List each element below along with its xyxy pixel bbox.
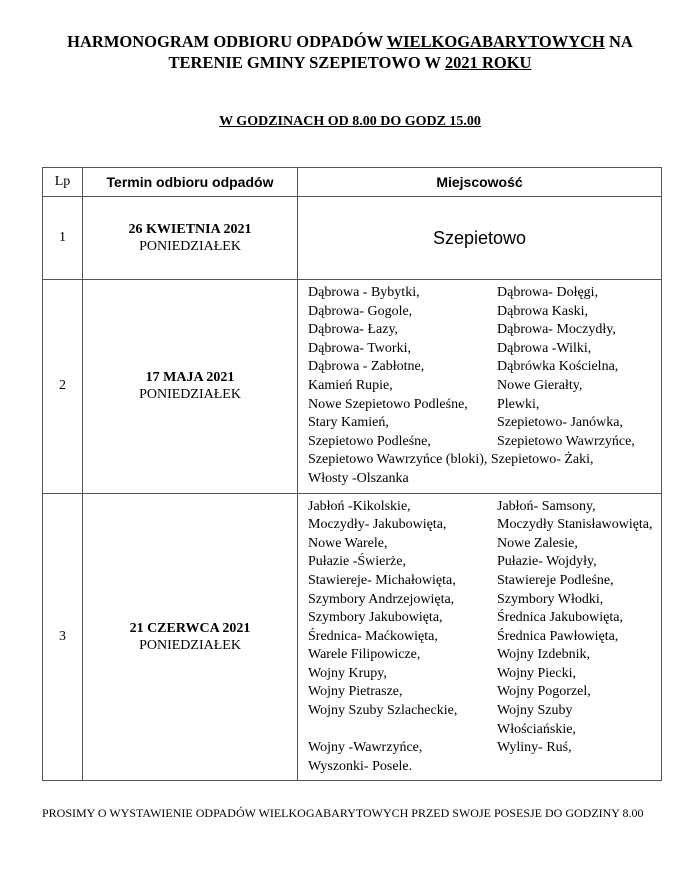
pickup-date: 17 MAJA 2021 xyxy=(145,370,235,386)
place-name: Nowe Gierałty, xyxy=(497,377,583,393)
title-line-1: HARMONOGRAM ODBIORU ODPADÓW WIELKOGABARYTOWYCH NA xyxy=(67,32,633,51)
header-date: Termin odbioru odpadów xyxy=(83,168,298,197)
footer-note: PROSIMY O WYSTAWIENIE ODPADÓW WIELKOGABARYTOWYCH PRZED SWOJE POSESJE DO GODZINY 8.00 xyxy=(42,806,644,820)
place-name: Jabłoń- Samsony, xyxy=(497,498,596,514)
place-name: Moczydły Stanisławowięta, xyxy=(497,517,653,533)
place-name: Średnica- Maćkowięta, xyxy=(308,628,438,644)
place-name: Nowe Szepietowo Podleśne, xyxy=(308,396,468,412)
header-lp: Lp xyxy=(43,168,83,197)
pickup-weekday: PONIEDZIAŁEK xyxy=(139,239,241,254)
place-name: Pułazie -Świerże, xyxy=(308,554,406,570)
place-name: Wojny Krupy, xyxy=(308,665,387,681)
place-name: Wojny -Wawrzyńce, xyxy=(308,740,423,756)
place-name: Dąbrowa- Gogole, xyxy=(308,303,413,319)
place-name: Wyszonki- Posele. xyxy=(308,758,413,774)
place-name: Dąbrowa- Tworki, xyxy=(308,340,411,356)
pickup-weekday: PONIEDZIAŁEK xyxy=(139,387,241,403)
place-name: Szepietowo Wawrzyńce, xyxy=(497,433,635,449)
pickup-weekday: PONIEDZIAŁEK xyxy=(139,637,241,653)
pickup-date: 21 CZERWCA 2021 xyxy=(129,620,251,636)
places-cell xyxy=(298,280,662,494)
place-name: Szepietowo Wawrzyńce (bloki), Szepietowo- Żaki, xyxy=(308,452,594,468)
places-list xyxy=(298,494,661,781)
place-name: Kamień Rupie, xyxy=(308,377,393,393)
document-title xyxy=(0,31,700,73)
hours-subtitle: W GODZINACH OD 8.00 DO GODZ 15.00 xyxy=(219,114,481,129)
place-name: Średnica Jakubowięta, xyxy=(497,610,623,626)
place-name: Stawiereje Podleśne, xyxy=(497,572,614,588)
row-number: 2 xyxy=(43,280,83,494)
place-name: Wyliny- Ruś, xyxy=(497,740,572,756)
table-row xyxy=(43,493,662,781)
pickup-date-cell xyxy=(83,197,298,280)
place-name: Stary Kamień, xyxy=(308,415,389,431)
place-name: Wojny Pogorzel, xyxy=(497,684,591,700)
place-name: Warele Filipowicze, xyxy=(308,647,421,663)
place-name: Dąbrowa Kaski, xyxy=(497,303,588,319)
place-name: Wojny Szuby Włościańskie, xyxy=(497,703,576,737)
table-header-row xyxy=(43,168,662,197)
place-name: Wojny Izdebnik, xyxy=(497,647,590,663)
place-name: Wojny Piecki, xyxy=(497,665,576,681)
place-name: Pułazie- Wojdyły, xyxy=(497,554,597,570)
pickup-date-cell xyxy=(83,493,298,781)
place-name: Nowe Zalesie, xyxy=(497,535,578,551)
place-name: Plewki, xyxy=(497,396,540,412)
place-name: Szymbory Jakubowięta, xyxy=(308,610,443,626)
place-name: Dąbrowa -Wilki, xyxy=(497,340,592,356)
row-number: 3 xyxy=(43,493,83,781)
places-list xyxy=(298,280,661,493)
place-name: Jabłoń -Kikolskie, xyxy=(308,498,411,514)
place-name: Wojny Pietrasze, xyxy=(308,684,403,700)
place-name: Szymbory Włodki, xyxy=(497,591,604,607)
place-name: Wojny Szuby Szlacheckie, xyxy=(308,703,458,719)
title-line-2: TERENIE GMINY SZEPIETOWO W 2021 ROKU xyxy=(168,53,532,72)
row-number: 1 xyxy=(43,197,83,280)
schedule-table xyxy=(42,167,662,781)
pickup-date: 26 KWIETNIA 2021 xyxy=(128,222,252,237)
place-name: Nowe Warele, xyxy=(308,535,388,551)
place-name: Włosty -Olszanka xyxy=(308,470,409,486)
place-name: Dąbrówka Kościelna, xyxy=(497,359,619,375)
place-name: Szepietowo xyxy=(298,197,662,280)
place-name: Szymbory Andrzejowięta, xyxy=(308,591,455,607)
place-name: Szepietowo- Janówka, xyxy=(497,415,623,431)
place-name: Dąbrowa- Moczydły, xyxy=(497,322,616,338)
place-name: Dąbrowa- Dołęgi, xyxy=(497,285,599,300)
header-place: Miejscowość xyxy=(298,168,662,197)
place-name: Dąbrowa - Zabłotne, xyxy=(308,359,425,375)
table-row xyxy=(43,280,662,494)
table-row xyxy=(43,197,662,280)
place-name: Dąbrowa - Bybytki, xyxy=(308,285,420,300)
place-name: Średnica Pawłowięta, xyxy=(497,628,619,644)
place-name: Dąbrowa- Łazy, xyxy=(308,322,399,338)
pickup-date-cell xyxy=(83,280,298,494)
place-name: Moczydły- Jakubowięta, xyxy=(308,517,447,533)
place-name: Szepietowo Podleśne, xyxy=(308,433,431,449)
places-cell xyxy=(298,493,662,781)
place-name: Stawiereje- Michałowięta, xyxy=(308,572,456,588)
